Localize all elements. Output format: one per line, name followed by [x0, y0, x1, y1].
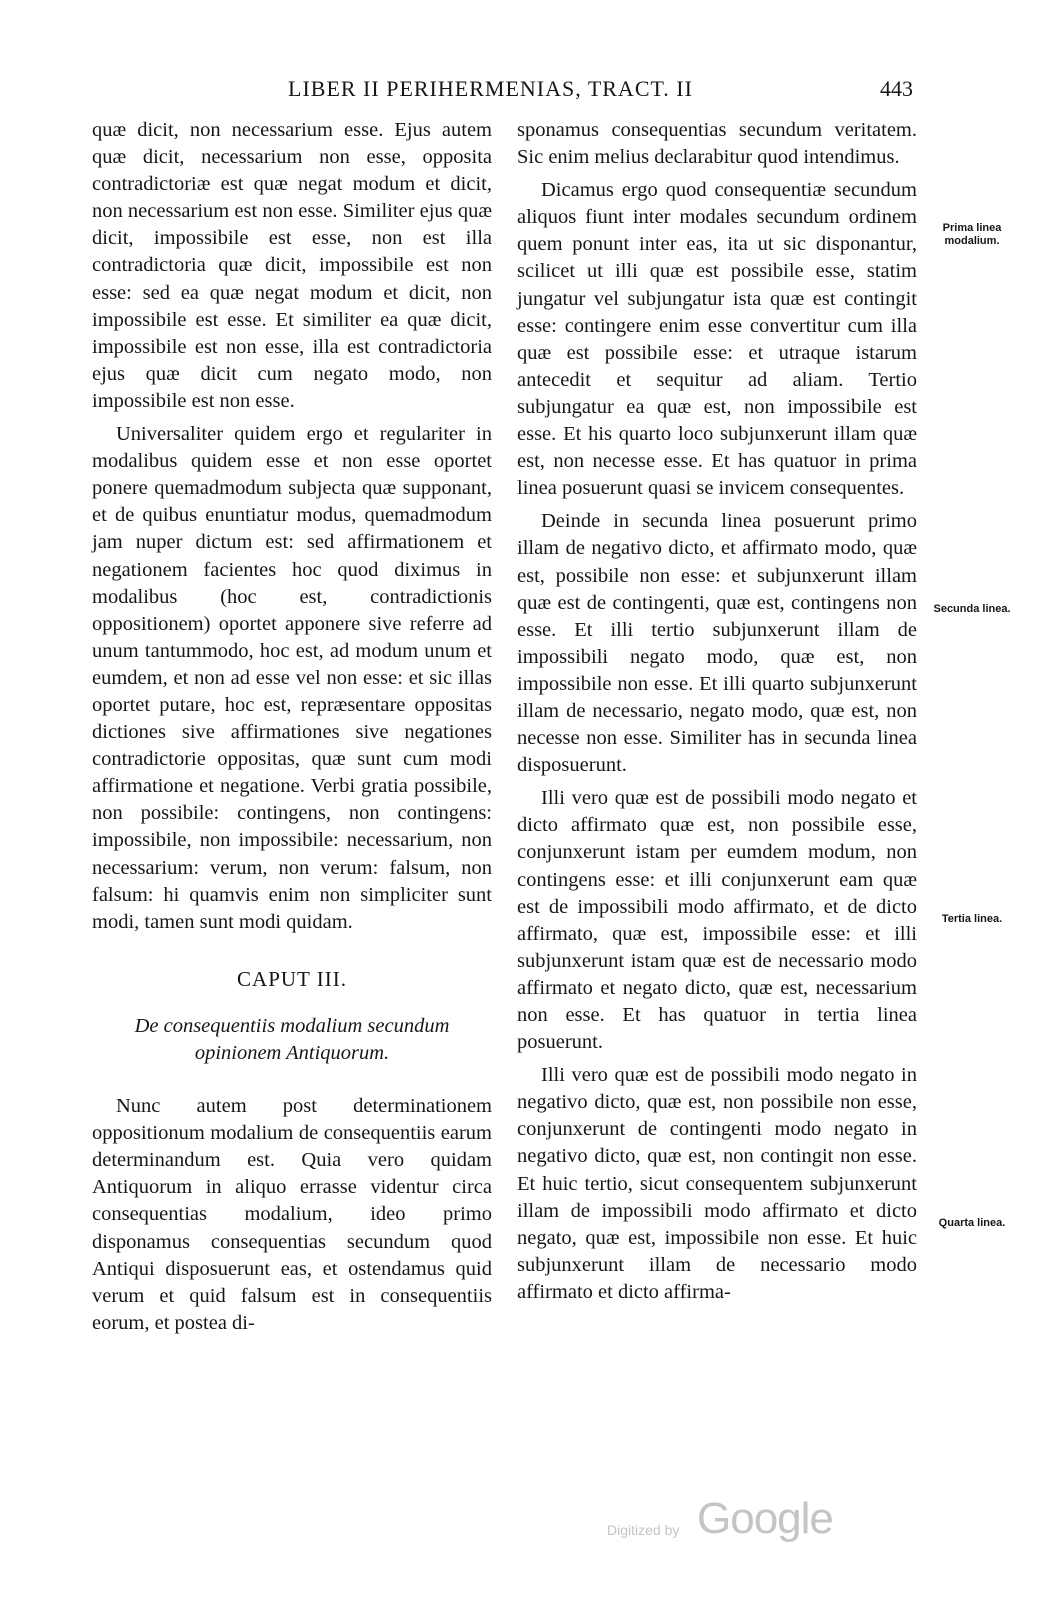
paragraph: quæ dicit, non necessarium esse. Ejus autem quæ dicit, necessarium non esse, opposita contradictoriæ est quæ negat modum et dicit, non necessarium est non esse. Similiter ejus quæ dicit, impossibile est esse, non est illa contradictoria quæ dicit, impossibile est non esse: sed ea quæ negat modum et dicit, non impossibile est esse. Et similiter ea quæ dicit, impossibile est non esse, illa est contradictoria ejus quæ dicit cum negato modo, non impossibile est non esse.	[92, 119, 492, 412]
paragraph: Dicamus ergo quod consequentiæ secundum aliquos fiunt inter modales secundum ordinem quem ponunt inter eas, ita ut sic disponantur, scilicet ut illi quæ est possibile esse, statim jungatur vel subjungatur ista quæ est contingit esse: contingere enim esse convertitur cum illa quæ est possibile esse: et utraque istarum antecedit et sequitur ad aliam. Tertio subjungatur ea quæ est, non impossibile est esse. Et his quarto loco subjunxerunt illam quæ est, non necesse esse. Et has quatuor in prima linea posuerunt quasi se invicem consequentes.	[517, 179, 917, 500]
page-number: 443	[880, 76, 913, 101]
digitized-by-text: Digitized by	[607, 1522, 680, 1538]
right-column	[517, 117, 917, 1306]
marginal-note-secunda: Secunda linea.	[933, 603, 1011, 615]
marginal-note-quarta: Quarta linea.	[938, 1217, 1006, 1229]
paragraph: Nunc autem post determinationem oppositionum modalium de consequentiis earum determinandum est. Quia vero quidam Antiquorum in aliquo errasse videntur circa consequentias modalium, ideo primo disponamus consequentias secundum quod Antiqui disposuerunt eas, et ostendamus quid verum et quid falsum est in consequentiis eorum, et postea di-	[92, 1095, 492, 1334]
paragraph: Illi vero quæ est de possibili modo negato et dicto affirmato quæ est, non possibile esse, conjunxerunt istam per eumdem modum, non contingens esse: et illi conjunxerunt eam quæ est de impossibili modo affirmato, et de dicto affirmato, quæ est, impossibile esse: et illi subjunxerunt istam quæ est de necessario modo affirmato et negato dicto, quæ est, necessarium non esse. Et has quatuor in tertia linea posuerunt.	[517, 787, 917, 1054]
digitized-by-watermark	[607, 1494, 837, 1552]
paragraph: Deinde in secunda linea posuerunt primo illam de negativo dicto, et affirmato modo, quæ est, possibile non esse: et subjunxerunt illam quæ est de contingenti, quæ est, contingens non esse. Et illi tertio subjunxerunt illam de impossibili negato modo, quæ est, non impossibile non esse. Et illi quarto subjunxerunt illam de necessario, negato modo, quæ est, non necesse non esse. Similiter has in secunda linea disposuerunt.	[517, 510, 917, 777]
marginal-note-prima: Prima linea modalium.	[942, 222, 1002, 247]
marginal-note-tertia: Tertia linea.	[941, 913, 1003, 925]
left-column	[92, 117, 492, 1337]
paragraph: Illi vero quæ est de possibili modo negato in negativo dicto, quæ est, non possibile non esse, conjunxerunt de contingenti modo negato in negativo dicto, quæ est, non contingit non esse. Et huic tertio, sicut consequentem subjunxerunt illam de impossibili modo affirmato et dicto negato, quæ est, impossibile non esse. Et huic subjunxerunt illam de necessario modo affirmato et dicto affirma-	[517, 1064, 917, 1303]
google-logo: Google	[697, 1494, 833, 1543]
chapter-heading: CAPUT III.	[237, 966, 347, 991]
paragraph: sponamus consequentias secundum veritatem. Sic enim melius declarabitur quod intendimus.	[517, 119, 917, 169]
chapter-subtitle: De consequentiis modalium secundum opinionem Antiquorum.	[134, 1014, 450, 1064]
page-header	[0, 76, 1064, 110]
running-title: LIBER II PERIHERMENIAS, TRACT. II	[288, 76, 693, 101]
paragraph: Universaliter quidem ergo et regulariter in modalibus quidem esse et non esse oportet ponere quemadmodum subjecta quæ supponant, et de quibus enuntiatur modus, quemadmodum jam nuper dictum est: sed affirmationem et negationem facientes hoc quod diximus in modalibus (hoc est, contradictionis oppositionem) oportet apponere sive referre ad unum tantummodo, hoc est, ad modum unum et eumdem, et non ad esse vel non esse: et sic illas oportet putare, hoc est, repræsentare oppositas dictiones sive affirmationes sive negationes contradictorie oppositas, quæ sunt cum modi affirmatione et negatione. Verbi gratia possibile, non possibile: contingens, non contingens: impossibile, non impossibile: necessarium, non necessarium: verum, non verum: falsum, non falsum: hi quamvis enim non simpliciter sunt modi, tamen sunt modi quidam.	[92, 423, 492, 933]
